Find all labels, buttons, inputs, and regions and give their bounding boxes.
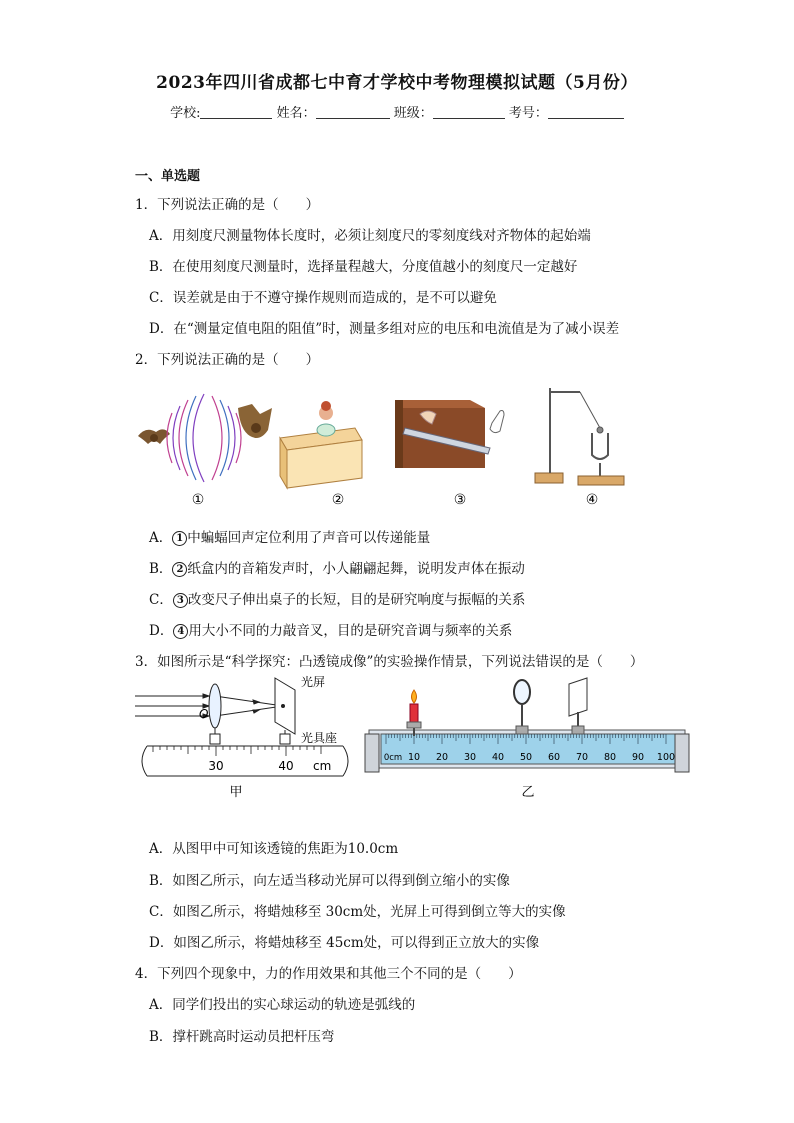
lens-center-label: O <box>199 707 209 721</box>
q1-option-d: D．在“测量定值电阻的阻值”时，测量多组对应的电压和电流值是为了减小误差 <box>149 321 620 337</box>
sound-wave-arcs <box>167 394 241 482</box>
page-title: 2023年四川省成都七中育才学校中考物理模拟试题（5月份） <box>156 73 638 93</box>
tick-90: 90 <box>631 752 645 763</box>
caption-jia: 甲 <box>229 785 243 800</box>
bat-left-icon <box>138 429 170 444</box>
school-blank <box>200 106 272 119</box>
tick-80: 80 <box>603 752 617 763</box>
tick-50: 50 <box>519 752 533 763</box>
circled-number-4: 4 <box>173 624 188 639</box>
name-blank <box>316 106 390 119</box>
convex-lens-yi <box>514 680 530 734</box>
tick-40-jia: 40 <box>278 759 294 773</box>
exam-no-blank <box>548 106 624 119</box>
figure-label-4: ④ <box>585 492 599 508</box>
circled-number-3: 3 <box>173 593 188 608</box>
field-exam-no-label: 考号： <box>508 106 548 121</box>
q2-option-d-letter: D． <box>149 623 174 639</box>
bench-ticks-jia <box>153 746 321 756</box>
q2-option-c-text: 改变尺子伸出桌子的长短，目的是研究响度与振幅的关系 <box>187 592 526 608</box>
q1-stem: 1．下列说法正确的是（ ） <box>135 197 320 213</box>
q4-stem: 4．下列四个现象中，力的作用效果和其他三个不同的是（ ） <box>135 966 522 982</box>
q2-option-b-letter: B． <box>149 561 173 577</box>
figure-label-1: ① <box>191 492 205 508</box>
q2-option-c-letter: C． <box>149 592 173 608</box>
candle-icon <box>407 690 421 736</box>
table-ruler-scene <box>395 400 504 468</box>
figure-label-3: ③ <box>453 492 467 508</box>
tick-100: 100 <box>656 752 676 763</box>
bat-right-icon <box>238 404 272 438</box>
convex-lens-jia <box>209 684 221 728</box>
circled-number-2: 2 <box>172 562 187 577</box>
q2-option-d-text: 用大小不同的力敲音叉，目的是研究音调与频率的关系 <box>188 623 513 639</box>
tick-0cm: 0cm <box>383 753 403 763</box>
q2-stem: 2．下列说法正确的是（ ） <box>135 352 320 368</box>
tick-10: 10 <box>407 752 421 763</box>
q3-option-c: C．如图乙所示，将蜡烛移至 30cm处，光屏上可得到倒立等大的实像 <box>149 904 566 920</box>
bench-label: 光具座 <box>301 731 338 745</box>
caption-yi: 乙 <box>521 785 535 800</box>
tuning-fork-stand <box>535 388 624 485</box>
q3-option-d: D．如图乙所示，将蜡烛移至 45cm处，可以得到正立放大的实像 <box>149 935 540 951</box>
q4-option-b: B．撑杆跳高时运动员把杆压弯 <box>149 1029 335 1045</box>
screen-label: 光屏 <box>301 675 326 689</box>
q2-option-a <box>149 526 430 546</box>
q2-option-b-text: 纸盒内的音箱发声时，小人翩翩起舞，说明发声体在振动 <box>187 561 525 577</box>
q1-option-b: B．在使用刻度尺测量时，选择量程越大，分度值越小的刻度尺一定越好 <box>149 259 578 275</box>
q2-option-a-letter: A． <box>149 530 173 546</box>
circled-number-1: 1 <box>172 531 187 546</box>
q2-option-b <box>149 557 525 577</box>
student-info-line <box>0 102 794 121</box>
q4-option-a: A．同学们投出的实心球运动的轨迹是弧线的 <box>149 997 416 1013</box>
q2-figure <box>130 378 640 513</box>
q2-option-c <box>149 588 525 608</box>
field-name-label: 姓名： <box>276 106 316 121</box>
section-heading: 一、单选题 <box>135 169 201 184</box>
fig-yi <box>363 676 693 802</box>
tick-30-jia: 30 <box>208 759 224 773</box>
tick-30: 30 <box>463 752 477 763</box>
tick-60: 60 <box>547 752 561 763</box>
class-blank <box>433 106 505 119</box>
q3-stem: 3．如图所示是“科学探究：凸透镜成像”的实验操作情景，下列说法错误的是（ ） <box>135 654 644 670</box>
q1-option-a: A．用刻度尺测量物体长度时，必须让刻度尺的零刻度线对齐物体的起始端 <box>149 228 591 244</box>
light-screen-yi <box>569 678 587 734</box>
field-school-label: 学校: <box>170 106 201 121</box>
tick-70: 70 <box>575 752 589 763</box>
speaker-box-figurine <box>280 401 362 488</box>
field-class-label: 班级： <box>393 106 433 121</box>
q3-option-b: B．如图乙所示，向左适当移动光屏可以得到倒立缩小的实像 <box>149 873 510 889</box>
q2-option-d <box>149 619 512 639</box>
fig-jia <box>133 672 353 802</box>
tick-40: 40 <box>491 752 505 763</box>
q3-option-a: A．从图甲中可知该透镜的焦距为10.0cm <box>149 841 399 857</box>
q1-option-c: C．误差就是由于不遵守操作规则而造成的，是不可以避免 <box>149 290 497 306</box>
q2-option-a-text: 中蝙蝠回声定位利用了声音可以传递能量 <box>187 530 431 546</box>
unit-cm-jia: cm <box>313 759 332 773</box>
figure-label-2: ② <box>331 492 345 508</box>
tick-20: 20 <box>435 752 449 763</box>
